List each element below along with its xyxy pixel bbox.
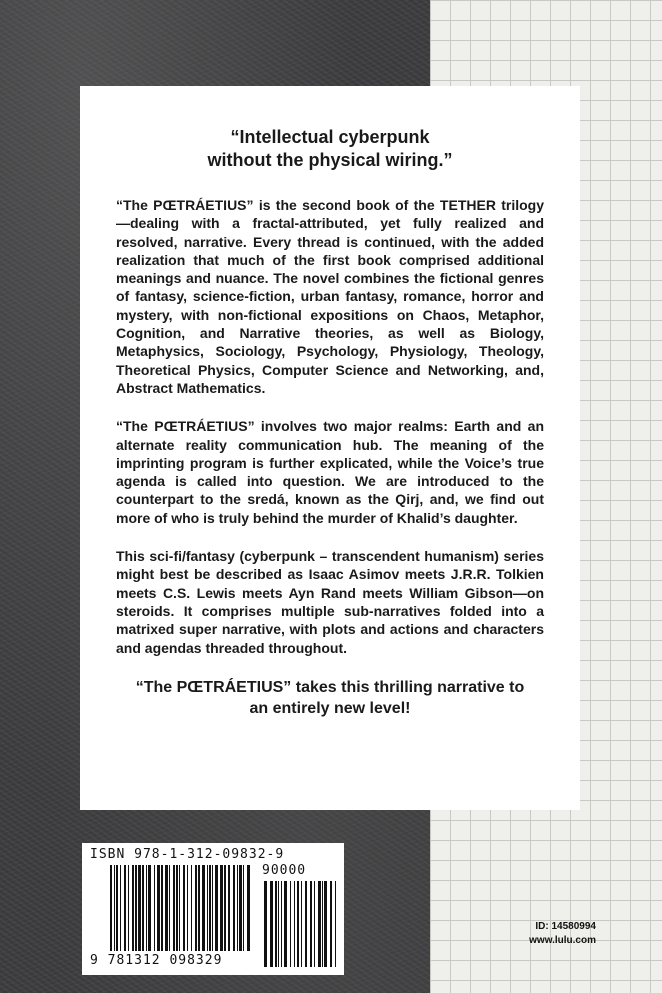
paragraph-2: “The PŒTRÁETIUS” involves two major realms: Earth and an alternate reality communication hub. The meaning of the imprinting program is further explicated, while the Voice’s true agenda is called into question. We are introduced to the counterpart to the sredá, known as the Qirj, and, we find out more of who is truly behind the murder of Khalid’s daughter. xyxy=(116,418,544,526)
barcode-bar xyxy=(146,865,147,951)
barcode-bar xyxy=(233,865,235,951)
barcode-bar xyxy=(207,865,208,951)
barcode-bar xyxy=(110,865,112,951)
barcode-bar xyxy=(294,881,295,967)
barcode-bar xyxy=(284,881,287,967)
barcode-bar xyxy=(330,881,332,967)
barcode-bar xyxy=(116,865,118,951)
book-id: ID: 14580994 xyxy=(535,921,596,932)
barcode-bar xyxy=(297,881,299,967)
barcode-bar xyxy=(247,865,250,951)
barcode-bar xyxy=(124,865,126,951)
barcode-bar xyxy=(220,865,223,951)
barcode-bar xyxy=(318,881,321,967)
barcode-bar xyxy=(278,881,279,967)
publisher-url: www.lulu.com xyxy=(529,935,596,946)
isbn-label: ISBN 978-1-312-09832-9 xyxy=(90,847,285,862)
barcode-bar xyxy=(290,881,291,967)
barcode-bar xyxy=(183,865,185,951)
barcode-digits: 9 781312 098329 xyxy=(90,953,223,968)
paragraph-1: “The PŒTRÁETIUS” is the second book of the TETHER trilogy—dealing with a fractal-attributed, yet fully realized and resolved, narrative. Every thread is continued, with the added realization that much of the first book comprised additional meanings and nuance. The novel combines the fictional genres of fantasy, science-fiction, urban fantasy, romance, horror and mystery, with non-fictional expositions on Chaos, Metaphor, Cognition, and Narrative theories, as well as Biology, Metaphysics, Sociology, Psychology, Physiology, Theology, Theoretical Physics, Computer Science and Networking, and, Abstract Mathematics. xyxy=(116,197,544,396)
barcode-bar xyxy=(154,865,155,951)
barcode-bar xyxy=(132,865,134,951)
barcode-bar xyxy=(179,865,180,951)
barcode-bar xyxy=(212,865,213,951)
barcode-bar xyxy=(243,865,244,951)
tagline-line-2: without the physical wiring.” xyxy=(207,150,453,170)
barcode-bar xyxy=(305,881,307,967)
barcode-bar xyxy=(198,865,200,951)
paragraph-3: This sci-fi/fantasy (cyberpunk – transcendent humanism) series might best be described as Isaac Asimov meets J.R.R. Tolkien meets C.S. Lewis meets Ayn Rand meets William Gibson—on steroids. It comprises multiple sub-narratives folded into a matrixed super narrative, with plots and actions and characters and agendas threaded throughout. xyxy=(116,548,544,656)
barcode-bar xyxy=(176,865,178,951)
barcode-bar xyxy=(187,865,188,951)
closing-line-1: “The PŒTRÁETIUS” takes this thrilling narrative to xyxy=(135,678,525,696)
barcode-bar xyxy=(148,865,151,951)
closing-statement xyxy=(116,677,544,719)
barcode-bar xyxy=(270,881,273,967)
barcode-bar xyxy=(157,865,160,951)
barcode-bar xyxy=(138,865,141,951)
tagline-quote xyxy=(116,126,544,172)
barcode-bar xyxy=(195,865,197,951)
barcode-bar xyxy=(314,881,315,967)
barcode-bar xyxy=(135,865,137,951)
barcode-bar xyxy=(161,865,163,951)
barcode-bar xyxy=(281,881,282,967)
barcode-bar xyxy=(169,865,170,951)
barcode-bar xyxy=(173,865,175,951)
barcode-bar xyxy=(202,865,205,951)
barcode-bar xyxy=(324,881,327,967)
barcode-bar xyxy=(275,881,277,967)
barcode-bar xyxy=(335,881,336,967)
barcode-bar xyxy=(228,865,230,951)
description-panel xyxy=(80,86,580,810)
barcode-bar xyxy=(128,865,129,951)
publisher-meta xyxy=(529,920,596,948)
barcode-bar xyxy=(322,881,323,967)
barcode-bar xyxy=(120,865,121,951)
barcode-bar xyxy=(215,865,218,951)
isbn-barcode xyxy=(82,843,344,975)
barcode-bar xyxy=(224,865,226,951)
barcode-bar xyxy=(142,865,144,951)
barcode-bar xyxy=(165,865,168,951)
barcode-bar xyxy=(264,881,267,967)
barcode-bar xyxy=(191,865,192,951)
barcode-bar xyxy=(239,865,242,951)
barcode-bar xyxy=(209,865,211,951)
barcode-bar xyxy=(301,881,302,967)
tagline-line-1: “Intellectual cyberpunk xyxy=(230,127,430,147)
closing-line-2: an entirely new level! xyxy=(249,699,411,717)
price-addon: 90000 xyxy=(262,863,307,878)
barcode-bar xyxy=(237,865,238,951)
barcode-bar xyxy=(114,865,115,951)
barcode-bar xyxy=(310,881,312,967)
